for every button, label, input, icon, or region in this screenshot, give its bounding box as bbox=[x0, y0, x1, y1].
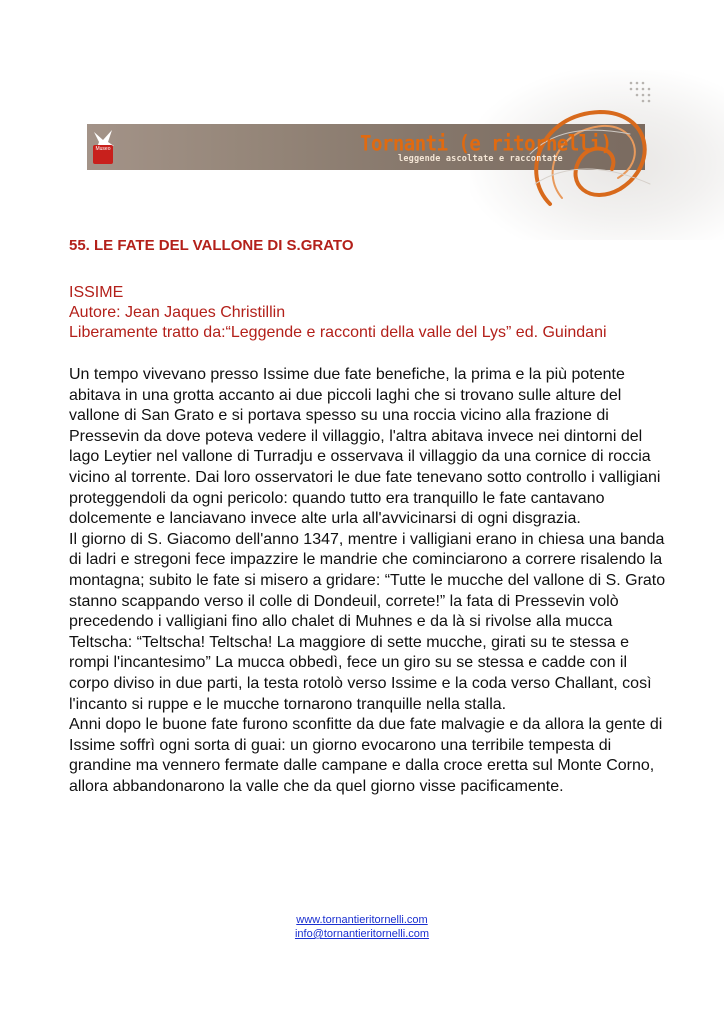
article-location: ISSIME bbox=[69, 284, 124, 301]
footer bbox=[0, 913, 724, 941]
paragraph: Il giorno di S. Giacomo dell'anno 1347, mentre i valligiani erano in chiesa una banda di ladri e stregoni fece impazzire le mandrie che cominciarono a correre risalendo la montagna; subito le fate si misero a gridare: “Tutte le mucche del vallone di S. Grato stanno scappando verso il colle di Dondeuil, correte!” la fata di Pressevin volò precedendo i valligiani fino allo chalet di Muhnes e da là si rivolse alla mucca Teltscha: “Teltscha! Teltscha! La maggiore di sette mucche, girati su te stessa e rompi l'incantesimo” La mucca obbedì, fece un giro su se stessa e cadde con il corpo diviso in due parti, la testa rotolò verso Issime e la coda verso Challant, così l'incanto si ruppe e le mucche tornarono tranquille nella stalla. bbox=[69, 530, 666, 713]
paragraph: Un tempo vivevano presso Issime due fate benefiche, la prima e la più potente abitava in una grotta accanto ai due piccoli laghi che si trovano sulle alture del vallone di San Grato e si portava spesso su una roccia vicino alla frazione di Pressevin da dove poteva vedere il villaggio, l'altra abitava invece nei dintorni del lago Leytier nel vallone di Turradju e osservava il villaggio da una cornice di roccia vicino al torrente. Dai loro osservatori le due fate tenevano sotto controllo i valligiani proteggendoli da ogni pericolo: quando tutto era tranquillo le fate cantavano dolcemente e lanciavano invece alte urla all'avvicinarsi di ogni disgrazia. bbox=[69, 366, 661, 528]
website-link[interactable]: www.tornantieritornelli.com bbox=[296, 914, 428, 926]
brand-subtitle: leggende ascoltate e raccontate bbox=[398, 154, 563, 164]
article-source: Liberamente tratto da:“Leggende e racconti della valle del Lys” ed. Guindani bbox=[69, 324, 607, 341]
brand-title: Tornanti (e ritornelli) bbox=[360, 131, 612, 157]
article-title: 55. LE FATE DEL VALLONE DI S.GRATO bbox=[69, 237, 354, 254]
email-link[interactable]: info@tornantieritornelli.com bbox=[294, 928, 430, 940]
article-body bbox=[69, 365, 669, 797]
logo-caption: Museo bbox=[95, 146, 111, 152]
article bbox=[69, 236, 669, 797]
article-meta bbox=[69, 283, 669, 343]
article-author: Autore: Jean Jaques Christillin bbox=[69, 304, 286, 321]
paragraph: Anni dopo le buone fate furono sconfitte da due fate malvagie e da allora la gente di Issime soffrì ogni sorta di guai: un giorno evocarono una terribile tempesta di grandine ma vennero fermate dalle campane e dalla croce eretta sul Monte Corno, allora abbandonarono la valle che da quel giorno visse pacificamente. bbox=[69, 716, 663, 795]
